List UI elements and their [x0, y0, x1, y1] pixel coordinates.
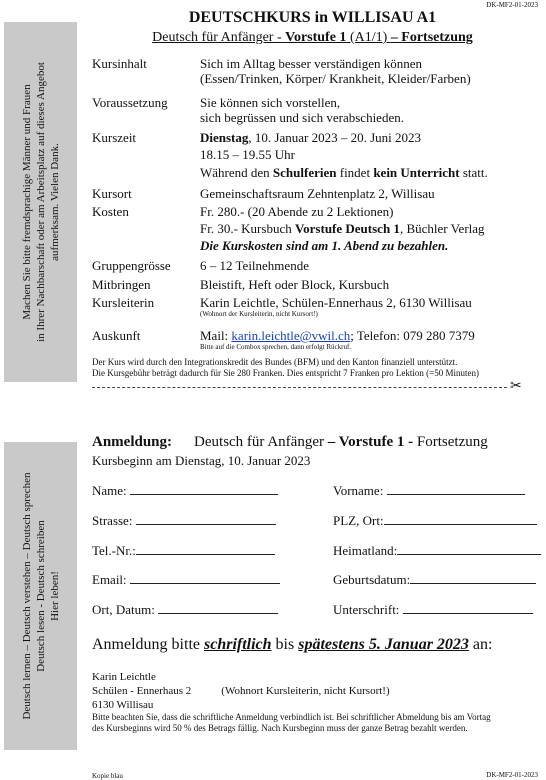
name-input-line[interactable] [130, 483, 278, 495]
value-gruppengroesse: 6 – 12 Teilnehmende [200, 258, 309, 273]
email-label: Email: [92, 572, 127, 587]
address-note: (Wohnort Kursleiterin, nicht Kursort!) [221, 685, 390, 697]
notice-line-2: des Kursbeginns wird 50 % des Betrags fällig. Nach Kursbeginn muss der ganze Betrag bezahlt werden. [92, 723, 468, 733]
holiday-no-class: kein Unterricht [373, 165, 460, 180]
sidebar-bottom-line-1: Deutsch lernen – Deutsch verstehen – Deutsch sprechen [20, 472, 33, 720]
value-kosten [200, 204, 545, 253]
value-mitbringen: Bleistift, Heft oder Block, Kursbuch [200, 277, 390, 292]
form-heading-level: – Vorstufe 1 - [327, 434, 417, 450]
label-kursinhalt: Kursinhalt [92, 56, 147, 71]
label-mitbringen: Mitbringen [92, 277, 151, 292]
field-plz-ort[interactable] [333, 513, 537, 529]
strasse-label: Strasse: [92, 513, 133, 528]
heimatland-label: Heimatland: [333, 543, 398, 558]
field-unterschrift[interactable] [333, 602, 533, 618]
form-heading [92, 434, 488, 451]
label-gruppengroesse: Gruppengrösse [92, 258, 171, 273]
address-street-row [92, 684, 390, 698]
auskunft-note: Bitte auf die Combox sprechen, dann erfolgt Rückruf. [200, 343, 352, 351]
value-voraussetzung [200, 95, 545, 125]
kosten-publisher: , Büchler Verlag [399, 221, 485, 236]
ort-datum-input-line[interactable] [158, 602, 278, 614]
auskunft-contact [200, 328, 545, 343]
geburtsdatum-label: Geburtsdatum: [333, 572, 411, 587]
sidebar-top-line-2: in Ihrer Nachbarschaft oder am Arbeitsplatz auf dieses Angebot [34, 62, 47, 342]
form-heading-continuation: Fortsetzung [416, 434, 488, 450]
deadline-written: schriftlich [203, 636, 272, 653]
label-kursort: Kursort [92, 186, 132, 201]
value-kurszeit [200, 130, 545, 180]
kosten-line-1: Fr. 280.- (20 Abende zu 2 Lektionen) [200, 204, 394, 219]
funding-line-1: Der Kurs wird durch den Integrationskredit des Bundes (BFM) und den Kanton finanziell unterstützt. [92, 357, 458, 367]
tel-input-line[interactable] [136, 543, 275, 555]
binding-notice [92, 712, 542, 734]
value-auskunft [200, 328, 545, 352]
value-kursinhalt [200, 56, 545, 86]
document-code-top: DK-MF2-01-2023 [486, 1, 538, 9]
vorname-label: Vorname: [333, 483, 384, 498]
form-heading-course: Deutsch für Anfänger [194, 434, 328, 450]
registration-address [92, 670, 390, 712]
label-kosten: Kosten [92, 204, 129, 219]
value-kursort: Gemeinschaftsraum Zehntenplatz 2, Willisau [200, 186, 435, 201]
scissors-icon: ✂ [510, 379, 522, 394]
kosten-book: Fr. 30.- Kursbuch [200, 221, 295, 236]
document-code-bottom: DK-MF2-01-2023 [486, 771, 538, 779]
footer-copy-label: Kopie blau [92, 772, 123, 780]
email-input-line[interactable] [130, 572, 280, 584]
field-strasse[interactable] [92, 513, 276, 529]
geburtsdatum-input-line[interactable] [410, 572, 536, 584]
vorname-input-line[interactable] [387, 483, 525, 495]
sidebar-bottom-line-3: Hier leben! [48, 571, 61, 621]
address-street: Schülen - Ennerhaus 2 [92, 685, 192, 697]
funding-note [92, 357, 542, 379]
strasse-input-line[interactable] [136, 513, 276, 525]
holiday-text: findet [336, 165, 374, 180]
tel-label: Tel.-Nr.: [92, 543, 136, 558]
course-start: Kursbeginn am Dienstag, 10. Januar 2023 [92, 453, 311, 468]
subtitle-continuation: – Fortsetzung [390, 30, 473, 45]
kurszeit-range: , 10. Januar 2023 – 20. Juni 2023 [248, 130, 421, 145]
address-name: Karin Leichtle [92, 671, 156, 683]
kosten-line-2 [200, 221, 545, 236]
label-kurszeit: Kurszeit [92, 130, 137, 145]
auskunft-phone: ; Telefon: 079 280 7379 [350, 328, 475, 343]
unterschrift-label: Unterschrift: [333, 602, 400, 617]
field-vorname[interactable] [333, 483, 525, 499]
field-name[interactable] [92, 483, 278, 499]
field-email[interactable] [92, 572, 280, 588]
field-geburtsdatum[interactable] [333, 572, 536, 588]
deadline-text: an: [468, 636, 493, 653]
field-telefon[interactable] [92, 543, 275, 559]
sidebar-note-top [4, 22, 77, 382]
sidebar-note-bottom [4, 442, 77, 750]
ort-datum-label: Ort, Datum: [92, 602, 155, 617]
kursleiterin-note: (Wohnort der Kursleiterin, nicht Kursort!) [200, 310, 318, 318]
kurszeit-dates [200, 130, 545, 145]
auskunft-mail-label: Mail: [200, 328, 232, 343]
unterschrift-input-line[interactable] [403, 602, 533, 614]
label-auskunft: Auskunft [92, 328, 141, 343]
voraussetzung-line-2: sich begrüssen und sich verabschieden. [200, 110, 404, 125]
course-title: DEUTSCHKURS in WILLISAU A1 [188, 9, 437, 26]
subtitle-level: Vorstufe 1 [285, 30, 347, 45]
heimatland-input-line[interactable] [397, 543, 541, 555]
kosten-book-title: Vorstufe Deutsch 1 [294, 221, 400, 236]
label-voraussetzung: Voraussetzung [92, 95, 168, 110]
field-heimatland[interactable] [333, 543, 541, 559]
subtitle-part: Deutsch für Anfänger - [152, 30, 286, 45]
sidebar-top-line-1: Machen Sie bitte fremdsprachige Männer und Frauen [20, 84, 33, 320]
kurszeit-day: Dienstag [200, 130, 249, 145]
sidebar-top-line-3: aufmerksam. Vielen Dank. [48, 143, 61, 261]
plz-label: PLZ, Ort: [333, 513, 384, 528]
holiday-text: statt. [459, 165, 488, 180]
subtitle-code: (A1/1) [346, 30, 391, 45]
holiday-schulferien: Schulferien [272, 165, 337, 180]
field-ort-datum[interactable] [92, 602, 278, 618]
email-link[interactable]: karin.leichtle@vwil.ch [231, 328, 351, 343]
notice-line-1: Bitte beachten Sie, dass die schriftliche Anmeldung verbindlich ist. Bei schriftlicher Abmeldung bis am Vortag [92, 712, 491, 722]
deadline-text: Anmeldung bitte [92, 636, 204, 653]
form-heading-label: Anmeldung: [92, 434, 173, 450]
value-kursleiterin [200, 295, 545, 319]
name-label: Name: [92, 483, 127, 498]
plz-input-line[interactable] [384, 513, 537, 525]
voraussetzung-line-1: Sie können sich vorstellen, [200, 95, 341, 110]
course-subtitle [90, 30, 535, 46]
address-city: 6130 Willisau [92, 699, 154, 711]
registration-deadline [92, 636, 492, 654]
kursinhalt-line-2: (Essen/Trinken, Körper/ Krankheit, Kleider/Farben) [200, 71, 471, 86]
holiday-text: Während den [200, 165, 273, 180]
sidebar-bottom-line-2: Deutsch lesen - Deutsch schreiben [34, 520, 47, 672]
deadline-date: spätestens 5. Januar 2023 [298, 636, 469, 653]
funding-line-2: Die Kursgebühr beträgt dadurch für Sie 280 Franken. Dies entspricht 7 Franken pro Lektion (=50 Minuten) [92, 368, 479, 378]
cut-line [92, 387, 507, 388]
kosten-payment-note: Die Kurskosten sind am 1. Abend zu bezahlen. [200, 238, 449, 253]
label-kursleiterin: Kursleiterin [92, 295, 155, 310]
kursleiterin-address: Karin Leichtle, Schülen-Ennerhaus 2, 6130 Willisau [200, 295, 472, 310]
deadline-text: bis [271, 636, 299, 653]
holiday-note [200, 165, 545, 180]
kursinhalt-line-1: Sich im Alltag besser verständigen können [200, 56, 423, 71]
kurszeit-time: 18.15 – 19.55 Uhr [200, 147, 295, 162]
